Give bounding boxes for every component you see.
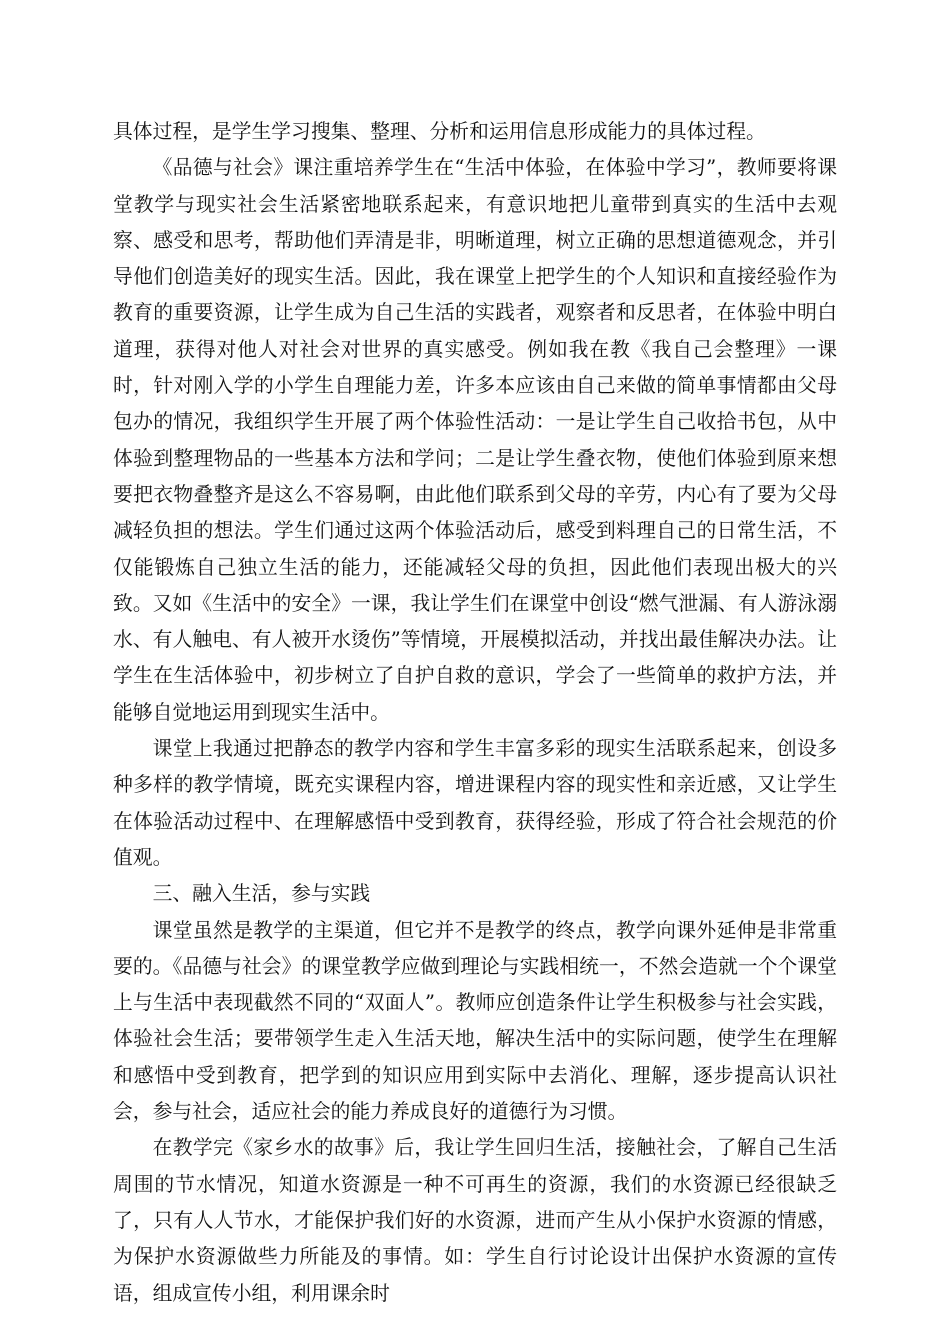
paragraph-experience-learning: 《品德与社会》课注重培养学生在“生活中体验，在体验中学习”，教师要将课堂教学与现实社会生活紧密地联系起来，有意识地把儿童带到真实的生活中去观察、感受和思考，帮助他们弄清是非，明晰道理，树立正确的思想道德观念，并引导他们创造美好的现实生活。因此，我在课堂上把学生的个人知识和直接经验作为教育的重要资源，让学生成为自己生活的实践者，观察者和反思者，在体验中明白道理，获得对他人对社会对世界的真实感受。例如我在教《我自己会整理》一课时，针对刚入学的小学生自理能力差，许多本应该由自己来做的简单事情都由父母包办的情况，我组织学生开展了两个体验性活动：一是让学生自己收拾书包，从中体验到整理物品的一些基本方法和学问；二是让学生叠衣物，使他们体验到原来想要把衣物叠整齐是这么不容易啊，由此他们联系到父母的辛劳，内心有了要为父母减轻负担的想法。学生们通过这两个体验活动后，感受到料理自己的日常生活，不仅能锻炼自己独立生活的能力，还能减轻父母的负担，因此他们表现出极大的兴致。又如《生活中的安全》一课，我让学生们在课堂中创设“燃气泄漏、有人游泳溺水、有人触电、有人被开水烫伤”等情境，开展模拟活动，并找出最佳解决办法。让学生在生活体验中，初步树立了自护自救的意识，学会了一些简单的救护方法，并能够自觉地运用到现实生活中。 [113,156,837,724]
paragraph-teaching-situations: 课堂上我通过把静态的教学内容和学生丰富多彩的现实生活联系起来，创设多种多样的教学情境，既充实课程内容，增进课程内容的现实性和亲近感，又让学生在体验活动过程中、在理解感悟中受到教育，获得经验，形成了符合社会规范的价值观。 [113,737,837,869]
paragraph-classroom-extension: 课堂虽然是教学的主渠道，但它并不是教学的终点，教学向课外延伸是非常重要的。《品德与社会》的课堂教学应做到理论与实践相统一，不然会造就一个个课堂上与生活中表现截然不同的“双面人”。教师应创造条件让学生积极参与社会实践，体验社会生活；要带领学生走入生活天地，解决生活中的实际问题，使学生在理解和感悟中受到教育，把学到的知识应用到实际中去消化、理解，逐步提高认识社会，参与社会，适应社会的能力养成良好的道德行为习惯。 [113,918,837,1124]
section-heading-integrate-life: 三、融入生活，参与实践 [152,882,371,906]
paragraph-continuation: 具体过程，是学生学习搜集、整理、分析和运用信息形成能力的具体过程。 [113,120,766,143]
document-body [113,114,837,1312]
paragraph-hometown-water: 在教学完《家乡水的故事》后，我让学生回归生活，接触社会，了解自己生活周围的节水情况，知道水资源是一种不可再生的资源，我们的水资源已经很缺乏了，只有人人节水，才能保护我们好的水资源，进而产生从小保护水资源的情感，为保护水资源做些力所能及的事情。如：学生自行讨论设计出保护水资源的宣传语，组成宣传小组，利用课余时 [113,1136,837,1305]
